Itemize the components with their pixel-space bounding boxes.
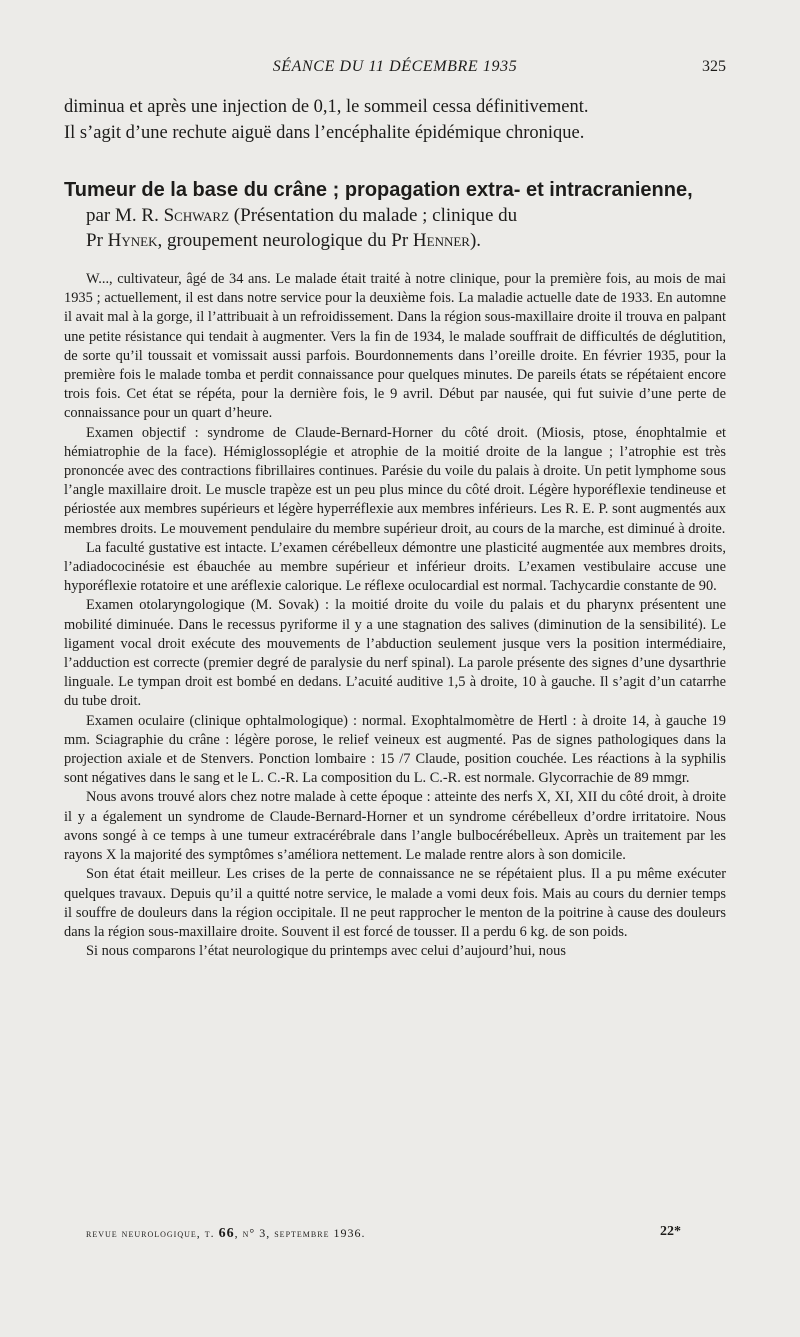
page-number: 325: [702, 58, 726, 75]
signature-mark: 22*: [660, 1224, 681, 1239]
paragraph-comparison: Si nous comparons l’état neurologique du printemps avec celui d’aujourd’hui, nous: [86, 943, 566, 960]
article-byline: [64, 203, 726, 253]
paragraph-exam-objective: Examen objectif : syndrome de Claude-Bernard-Horner du côté droit. (Miosis, ptose, énophtalmie et hémiatrophie de la face). Hémiglossoplégie et atrophie de la moitié droite de la langue ; l’atrophie est très prononcée avec des contractions fibrillaires continues. Parésie du voile du palais à droite. Un petit lymphome sous l’angle maxillaire droit. Le muscle trapèze est un peu plus mince du côté droit. Légère hyporéflexie tendineuse et périostée aux membres supérieurs et légère hyperréflexie aux membres inférieurs. Les R. E. P. sont augmentés aux membres droits. Le mouvement pendulaire du membre supérieur droit, au cours de la marche, est diminué à droite.: [64, 424, 726, 537]
author-name: Schwarz: [163, 205, 230, 226]
paragraph-otolaryngology: Examen otolaryngologique (M. Sovak) : la moitié droite du voile du palais et du pharynx présentent une mobilité diminuée. Dans le recessus pyriforme il y a une stagnation des salives (diminution de la sensibilité). Le ligament vocal droit exécute des mouvements de l’abduction seulement jusque vers la position intermédiaire, l’adduction est correcte (premier degré de paralysie du nerf spinal). La parole présente des signes d’une dysarthrie linguale. Le tympan droit est bombé en dedans. L’acuité auditive 1,5 à droite, 10 à gauche. Il s’agit d’un catarrhe du tube droit.: [64, 597, 726, 710]
paragraph-status: Son état était meilleur. Les crises de la perte de connaissance ne se répétaient plus. Il a pu même exécuter quelques travaux. Depuis qu’il a quitté notre service, le malade a vomi deux fois. Mais au cours du dernier temps il souffre de douleurs dans la région occipitale. Il ne peut rapprocher le menton de la poitrine à cause des douleurs dans la région sous-maxillaire droite. Souvent il est forcé de tousser. Il a perdu 6 kg. de son poids.: [64, 866, 726, 940]
running-title: SÉANCE DU 11 DÉCEMBRE 1935: [272, 58, 518, 75]
article-body: [64, 270, 726, 961]
footer-date: septembre 1936.: [274, 1226, 366, 1240]
byline-mid-2: , groupement neurologique du: [157, 230, 392, 251]
footer-volume: 66: [218, 1226, 235, 1241]
article-title: Tumeur de la base du crâne ; propagation extra- et intracranienne,: [64, 179, 693, 201]
footer-journal: revue neurologique, t.: [86, 1226, 219, 1240]
article-heading: [64, 178, 726, 253]
intro-line-1: diminua et après une injection de 0,1, le sommeil cessa définitivement.: [64, 97, 589, 117]
paragraph-findings: Nous avons trouvé alors chez notre malade à cette époque : atteinte des nerfs X, XI, XII du côté droit, à droite il y a également un syndrome de Claude-Bernard-Horner et un syndrome cérébelleux d’ordre irritatoire. Nous avons songé à ce temps à une tumeur extracérébrale dans l’angle bulbocérébelleux. Après un traitement par les rayons X la majorité des symptômes s’améliora nettement. Le malade rentre alors à son domicile.: [64, 789, 726, 864]
pr-title-1: Pr: [86, 230, 108, 251]
paragraph-cerebellar: La faculté gustative est intacte. L’examen cérébelleux démontre une plasticité augmentée aux membres droits, l’adiadococinésie est ébauchée au membre supérieur et inférieur droits. L’examen vestibulaire accuse une hyporéflexie rotatoire et une aréflexie calorique. Le réflexe oculocardial est normal. Tachycardie constante de 90.: [64, 539, 726, 595]
intro-text: [64, 94, 726, 146]
paragraph-ocular: Examen oculaire (clinique ophtalmologique) : normal. Exophtalmomètre de Hertl : à droite 14, à gauche 19 mm. Sciagraphie du crâne : légère porose, le relief veineux est augmenté. Pas de signes pathologiques dans la projection axiale et de Stenvers. Ponction lombaire : 15 /7 Claude, position couchée. Les réactions à la syphilis sont négatives dans le sang et le L. C.-R. La composition du L. C.-R. est normale. Glycorrachie de 89 mmgr.: [64, 712, 726, 787]
intro-line-2: Il s’agit d’une rechute aiguë dans l’encéphalite épidémique chronique.: [64, 123, 585, 143]
pr-title-2: Pr: [391, 230, 413, 251]
journal-footer: [86, 1226, 686, 1242]
group-head: Henner: [412, 230, 470, 251]
footer-issue: , n° 3,: [234, 1226, 275, 1240]
byline-prefix: par M. R.: [86, 205, 164, 226]
byline-mid: (Présentation du malade ; clinique du: [229, 205, 518, 226]
paragraph-history: W..., cultivateur, âgé de 34 ans. Le malade était traité à notre clinique, pour la première fois, au mois de mai 1935 ; actuellement, il est dans notre service pour la deuxième fois. La maladie actuelle date de 1933. En automne il avait mal à la gorge, il l’attribuait à un refroidissement. Dans la région sous-maxillaire droite il trouva en palpant une petite résistance qui tendait à augmenter. Vers la fin de 1934, le malade souffrait de difficultés de déglutition, de sorte qu’il toussait et vomissait aussi parfois. Bourdonnements dans l’oreille droite. En février 1935, pour la première fois le malade tomba et perdit connaissance pour quelques minutes. De pareils états se répétaient encore trois fois. Cet état se répéta, pour la dernière fois, le 9 avril. Début par nausée, qui fut suivie d’une perte de connaissance pour un quart d’heure.: [64, 271, 726, 422]
clinic-head: Hynek: [107, 230, 158, 251]
byline-end: ).: [469, 230, 482, 251]
